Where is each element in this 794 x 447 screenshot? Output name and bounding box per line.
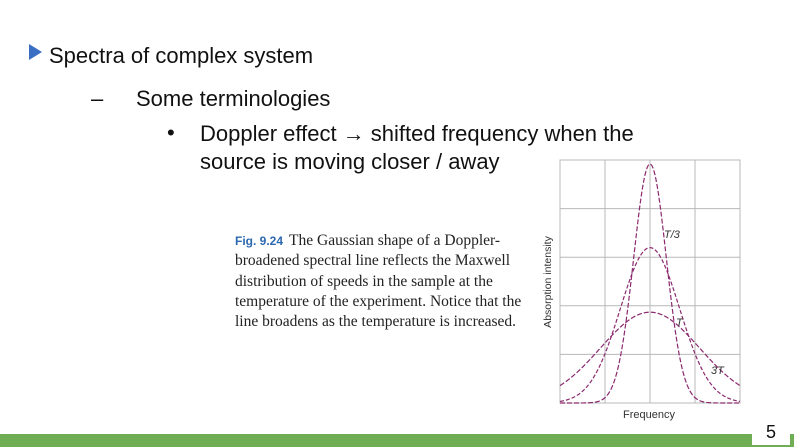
x-axis-label: Frequency xyxy=(623,409,675,421)
series-label-1: T xyxy=(676,317,683,329)
figure-caption-text: The Gaussian shape of a Doppler-broadened spectral line reflects the Maxwell distribution of speeds in the sample at the temperature of the experiment. Notice that the line broadens as the temperature is increased. xyxy=(235,232,522,331)
slide-title: Spectra of complex system xyxy=(49,43,314,68)
level3-marker: • xyxy=(167,120,175,145)
page-number: 5 xyxy=(752,419,790,445)
bottom-bar xyxy=(0,434,794,447)
y-axis-label: Absorption intensity xyxy=(542,236,554,328)
level3-text: Doppler effect → shifted frequency when the source is moving closer / away xyxy=(200,121,634,174)
level2-marker: – xyxy=(91,86,104,111)
series-label-2: 3T xyxy=(711,365,724,377)
level2-text: Some terminologies xyxy=(136,86,331,111)
series-label-0: T/3 xyxy=(664,229,680,241)
figure-label: Fig. 9.24 xyxy=(235,234,284,248)
